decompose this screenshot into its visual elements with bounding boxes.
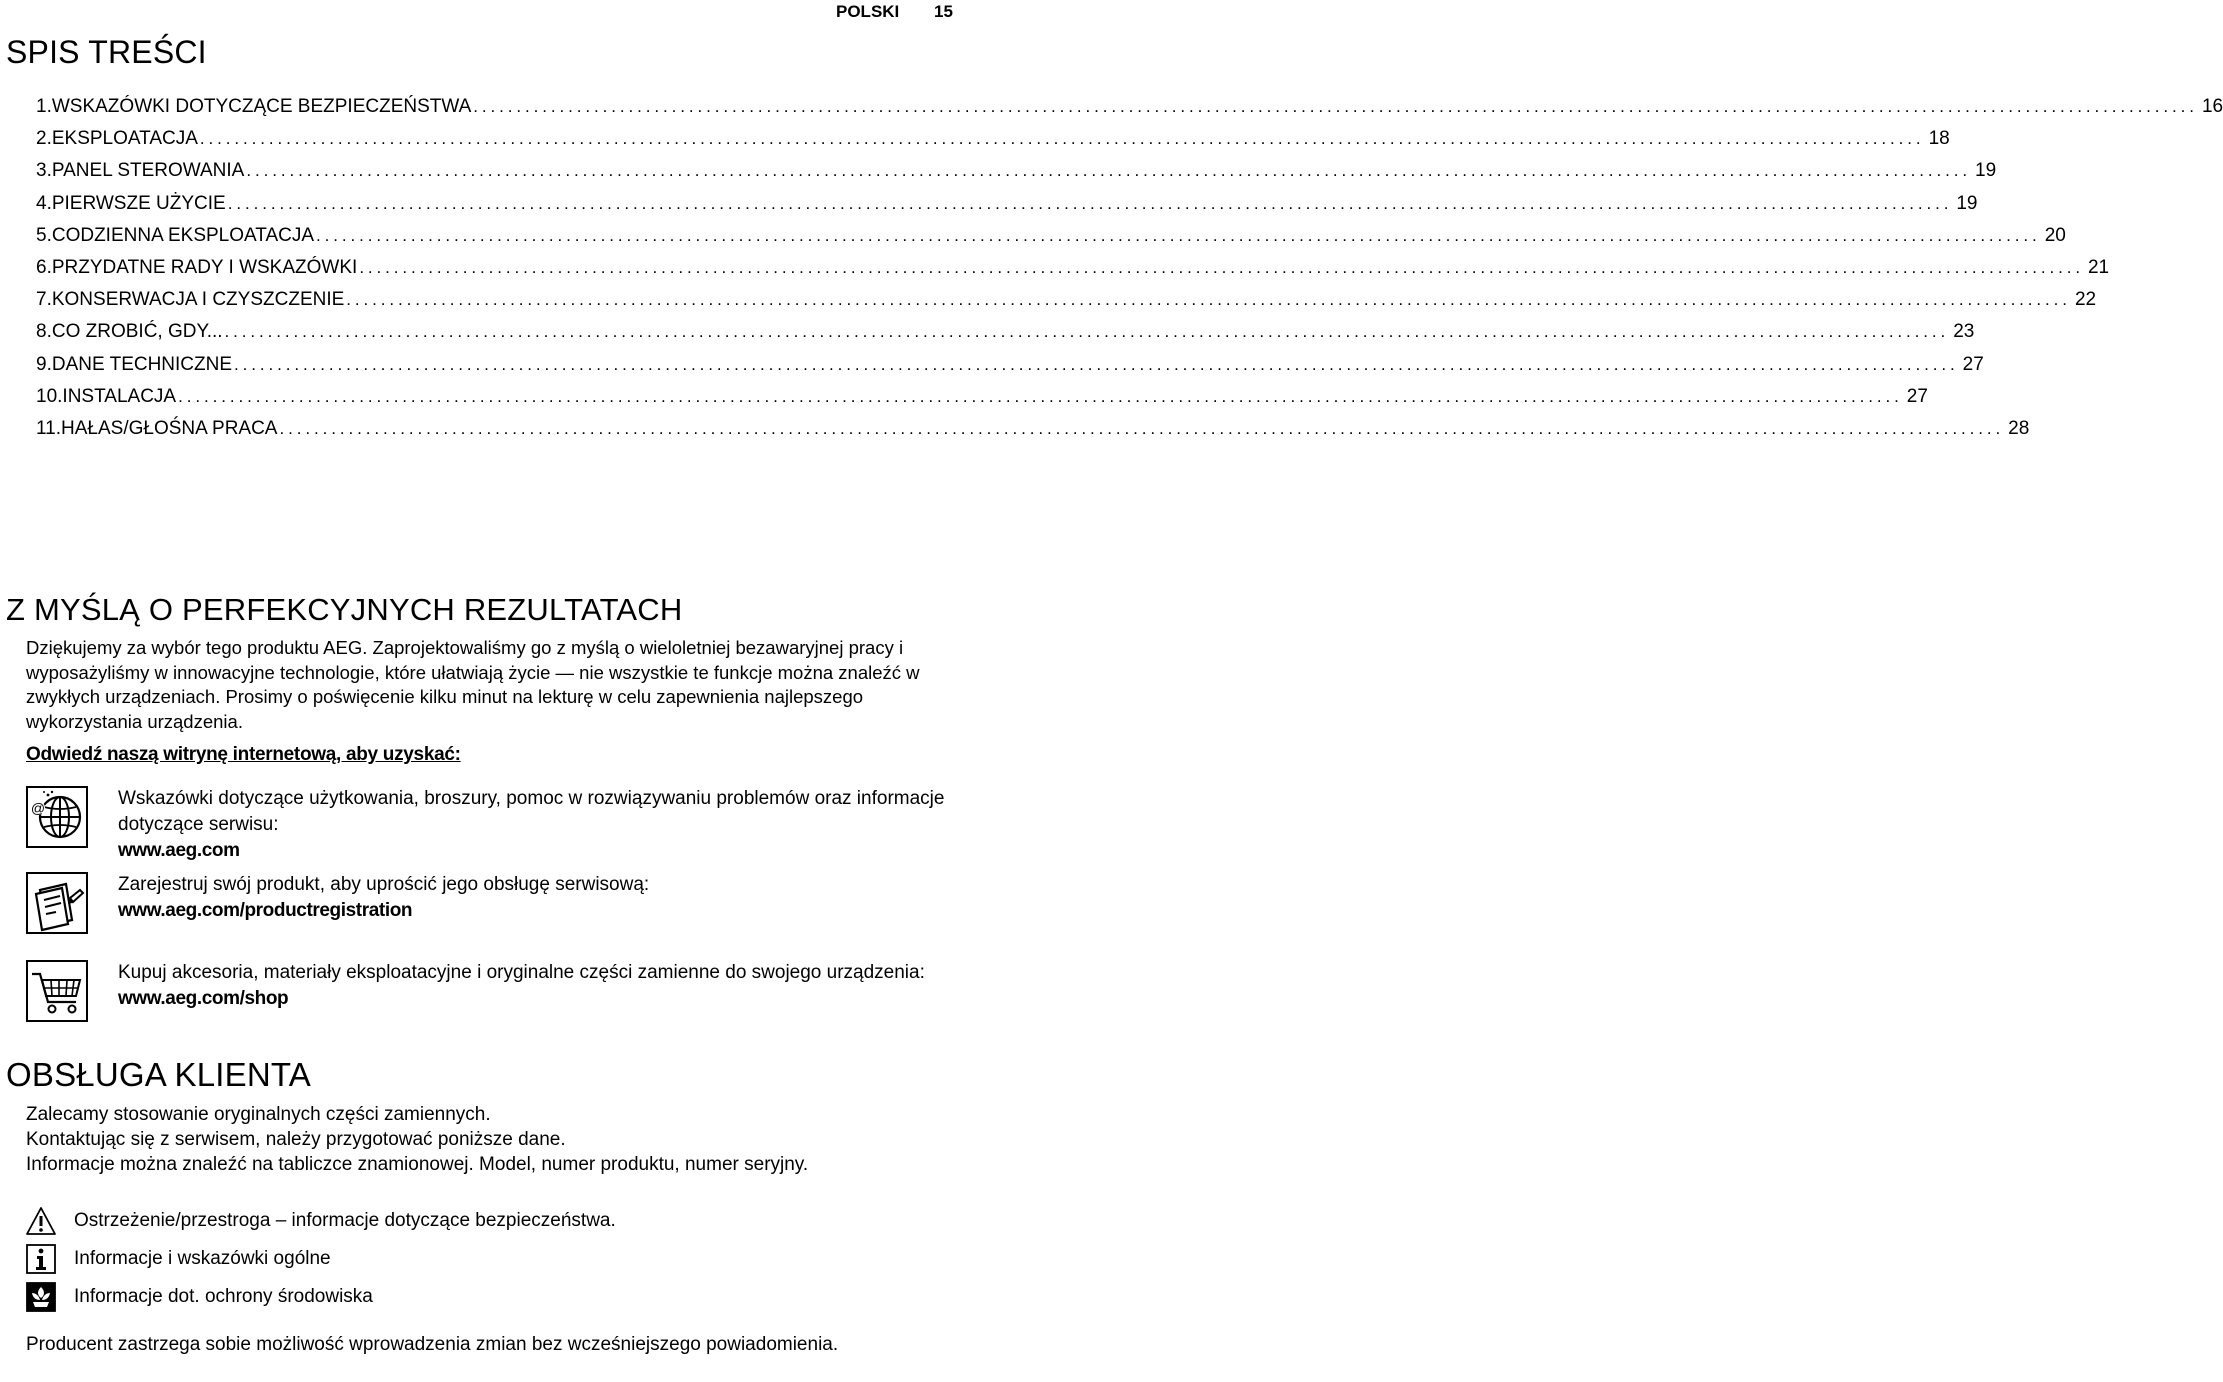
customer-service-text <box>26 1102 808 1177</box>
toc-item-number: 1. <box>36 96 52 117</box>
visit-website-heading: Odwiedź naszą witrynę internetową, aby uzyskać: <box>26 744 461 765</box>
toc-item-number: 5. <box>36 224 52 246</box>
toc-item-number: 6. <box>36 256 52 278</box>
toc-item[interactable] <box>36 289 2097 321</box>
toc-item-number: 8. <box>36 321 52 343</box>
toc-item-page: 28 <box>2008 417 2030 439</box>
legend-item-info <box>26 1244 926 1276</box>
toc-item-label: CO ZROBIĆ, GDY... <box>51 321 223 343</box>
shopping-cart-icon <box>26 960 88 1022</box>
toc-title: SPIS TREŚCI <box>6 34 207 70</box>
toc-item-number: 10. <box>36 385 63 407</box>
legend-item-environment <box>26 1282 926 1314</box>
toc-leader-dots: ........................................................................................................................................................................................................ <box>473 97 2198 116</box>
toc-item-page: 23 <box>1953 321 1975 343</box>
registration-link[interactable]: www.aeg.com/productregistration <box>118 900 413 921</box>
toc-leader-dots: ........................................................................................................................................................................................................ <box>234 354 1959 374</box>
warning-triangle-icon <box>26 1206 56 1236</box>
visit-item-support <box>26 786 946 861</box>
toc-item-page: 20 <box>2044 224 2066 246</box>
toc-leader-dots: ........................................................................................................................................................................................................ <box>246 161 1971 181</box>
toc-item-label: DANE TECHNICZNE <box>51 353 233 375</box>
toc-leader-dots: ........................................................................................................................................................................................................ <box>178 386 1903 406</box>
support-link[interactable]: www.aeg.com <box>118 840 240 861</box>
toc-item-label: PRZYDATNE RADY I WSKAZÓWKI <box>51 256 358 278</box>
toc-leader-dots: ........................................................................................................................................................................................................ <box>199 129 1925 149</box>
toc-item[interactable] <box>36 353 1984 386</box>
toc-item[interactable] <box>36 160 1997 192</box>
visit-item-text <box>118 960 948 1012</box>
visit-item-shop <box>26 960 946 1050</box>
toc-item-page: 16 <box>2201 96 2223 117</box>
service-line: Informacje można znaleźć na tabliczce znamionowej. Model, numer produktu, numer seryjny. <box>26 1154 809 1175</box>
visit-item-description: Wskazówki dotyczące użytkowania, broszury, pomoc w rozwiązywaniu problemów oraz informacje dotyczące serwisu: <box>118 788 945 835</box>
visit-item-description: Kupuj akcesoria, materiały eksploatacyjne i oryginalne części zamienne do swojego urządzenia: <box>118 962 925 983</box>
registration-form-icon <box>26 872 88 934</box>
toc-item[interactable] <box>36 192 1978 225</box>
toc-item[interactable] <box>36 128 1950 160</box>
legend-item-warning <box>26 1206 926 1238</box>
toc-item[interactable] <box>36 385 1928 418</box>
toc-item-number: 4. <box>36 192 52 214</box>
toc-item-number: 7. <box>36 289 52 311</box>
toc-item[interactable] <box>36 417 2030 450</box>
shop-link[interactable]: www.aeg.com/shop <box>118 988 289 1009</box>
info-icon <box>26 1244 56 1274</box>
toc-leader-dots: ........................................................................................................................................................................................................ <box>316 225 2041 245</box>
intro-paragraph: Dziękujemy za wybór tego produktu AEG. Zaprojektowaliśmy go z myślą o wieloletniej bezawaryjnej pracy i wyposażyliśmy w innowacyjne technologie, które ułatwiają życie — nie wszystkie te funkcje można znaleźć w zwykłych urządzeniach. Prosimy o poświęcenie kilku minut na lekturę w celu zapewnienia najlepszego wykorzystania urządzenia. <box>26 637 920 732</box>
toc-leader-dots: ........................................................................................................................................................................................................ <box>224 322 1950 342</box>
toc-item-label: PANEL STEROWANIA <box>51 160 245 182</box>
page-number: 15 <box>934 2 953 21</box>
toc-item-number: 11. <box>36 417 62 439</box>
change-notice: Producent zastrzega sobie możliwość wprowadzenia zmian bez wcześniejszego powiadomienia. <box>26 1334 839 1355</box>
toc-item-page: 22 <box>2074 289 2097 311</box>
toc-item-number: 3. <box>36 160 52 182</box>
toc-item-label: HAŁAS/GŁOŚNA PRACA <box>61 417 278 439</box>
visit-item-text <box>118 872 948 924</box>
toc-item-label: PIERWSZE UŻYCIE <box>51 192 226 214</box>
header-language: POLSKI <box>836 2 900 21</box>
legend-text: Informacje dot. ochrony środowiska <box>74 1286 373 1307</box>
toc-leader-dots: ........................................................................................................................................................................................................ <box>346 290 2071 310</box>
section-title: Z MYŚLĄ O PERFEKCYJNYCH REZULTATACH <box>6 592 683 627</box>
toc-item-page: 18 <box>1928 128 1950 150</box>
toc-item-page: 19 <box>1956 192 1978 214</box>
table-of-contents <box>36 96 2223 450</box>
visit-item-description: Zarejestruj swój produkt, aby uprościć jego obsługę serwisową: <box>118 874 650 895</box>
toc-item-page: 19 <box>1975 160 1997 182</box>
toc-item[interactable] <box>36 224 2066 257</box>
legend-text: Ostrzeżenie/przestroga – informacje dotyczące bezpieczeństwa. <box>74 1210 616 1231</box>
toc-leader-dots: ........................................................................................................................................................................................................ <box>359 257 2084 277</box>
svg-text:@: @ <box>30 800 46 816</box>
visit-item-text <box>118 786 948 864</box>
toc-leader-dots: ........................................................................................................................................................................................................ <box>227 193 1953 213</box>
service-line: Kontaktując się z serwisem, należy przygotować poniższe dane. <box>26 1129 566 1150</box>
globe-at-icon <box>26 786 88 848</box>
toc-item-page: 21 <box>2087 256 2110 278</box>
toc-item-label: KONSERWACJA I CZYSZCZENIE <box>51 289 345 311</box>
toc-item[interactable] <box>36 256 2110 289</box>
toc-item-label: CODZIENNA EKSPLOATACJA <box>51 224 315 246</box>
customer-service-title: OBSŁUGA KLIENTA <box>6 1056 311 1093</box>
toc-item-number: 2. <box>36 128 52 150</box>
toc-leader-dots: ........................................................................................................................................................................................................ <box>279 418 2005 438</box>
toc-item-number: 9. <box>36 353 52 375</box>
visit-item-registration <box>26 872 946 938</box>
toc-item-page: 27 <box>1906 385 1928 407</box>
toc-item-label: INSTALACJA <box>62 385 177 407</box>
toc-item-label: WSKAZÓWKI DOTYCZĄCE BEZPIECZEŃSTWA <box>51 96 472 117</box>
service-line: Zalecamy stosowanie oryginalnych części zamiennych. <box>26 1104 491 1125</box>
toc-item-page: 27 <box>1962 353 1984 375</box>
toc-item-label: EKSPLOATACJA <box>51 128 198 150</box>
environment-leaf-icon <box>26 1282 56 1312</box>
toc-item[interactable] <box>36 321 1975 353</box>
legend-text: Informacje i wskazówki ogólne <box>74 1248 331 1269</box>
toc-item[interactable] <box>36 96 2223 128</box>
